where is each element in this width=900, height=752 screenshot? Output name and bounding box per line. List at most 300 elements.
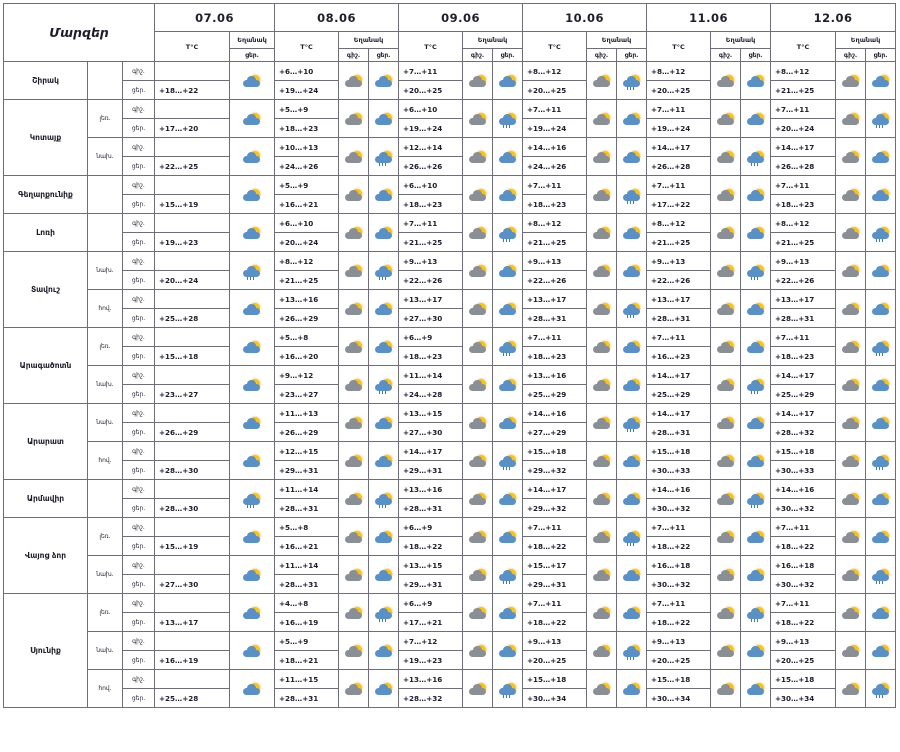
time-of-day: ցեր. bbox=[123, 499, 155, 518]
cloud-icon bbox=[467, 340, 489, 356]
weather-day-cell bbox=[866, 290, 896, 328]
header-row-dates bbox=[4, 4, 896, 32]
weather-day-cell bbox=[493, 404, 523, 442]
time-of-day: ցեր. bbox=[123, 575, 155, 594]
weather-day-cell bbox=[617, 100, 647, 138]
weather-day-cell bbox=[493, 328, 523, 366]
sun-cloud-icon bbox=[497, 378, 519, 394]
cloud-icon bbox=[715, 682, 737, 698]
sun-cloud-icon bbox=[745, 682, 767, 698]
temperature-cell: +19…+23 bbox=[155, 233, 230, 252]
cloud-icon bbox=[343, 682, 365, 698]
sun-cloud-icon bbox=[621, 340, 643, 356]
temperature-cell: +7…+11 bbox=[647, 328, 711, 347]
cloud-icon bbox=[715, 568, 737, 584]
time-of-day: ցեր. bbox=[123, 309, 155, 328]
forecast-table bbox=[3, 3, 896, 708]
table-row bbox=[4, 328, 896, 347]
time-of-day: գիշ. bbox=[123, 594, 155, 613]
table-row bbox=[4, 290, 896, 309]
cloud-icon bbox=[715, 492, 737, 508]
weather-night-cell bbox=[587, 138, 617, 176]
weather-day-cell bbox=[866, 176, 896, 214]
weather-day-cell bbox=[866, 100, 896, 138]
weather-night-cell bbox=[463, 480, 493, 518]
temp-column-header: T°C bbox=[523, 32, 587, 62]
time-of-day: գիշ. bbox=[123, 214, 155, 233]
temperature-cell: +17…+20 bbox=[155, 119, 230, 138]
weather-night-cell bbox=[463, 176, 493, 214]
temperature-cell: +20…+24 bbox=[275, 233, 339, 252]
weather-day-cell bbox=[741, 632, 771, 670]
temperature-cell: +7…+11 bbox=[523, 594, 587, 613]
temperature-cell: +20…+25 bbox=[399, 81, 463, 100]
sun-cloud-icon bbox=[745, 188, 767, 204]
temperature-cell: +19…+23 bbox=[399, 651, 463, 670]
time-of-day: գիշ. bbox=[123, 328, 155, 347]
weather-night-cell bbox=[836, 556, 866, 594]
temperature-cell: +25…+29 bbox=[771, 385, 836, 404]
date-header: 09.06 bbox=[399, 4, 523, 32]
region-name: Գեղարքունիք bbox=[4, 176, 88, 214]
weather-night-cell bbox=[711, 138, 741, 176]
temperature-cell: +26…+29 bbox=[275, 423, 339, 442]
cloud-icon bbox=[591, 74, 613, 90]
temperature-cell: +29…+31 bbox=[399, 461, 463, 480]
cloud-icon bbox=[343, 416, 365, 432]
night-column-header: գիշ. bbox=[587, 49, 617, 62]
temperature-cell bbox=[155, 404, 230, 423]
temperature-cell bbox=[155, 176, 230, 195]
sun-cloud-icon bbox=[497, 530, 519, 546]
temperature-cell: +20…+24 bbox=[155, 271, 230, 290]
weather-night-cell bbox=[836, 176, 866, 214]
temperature-cell: +5…+9 bbox=[275, 632, 339, 651]
cloud-icon bbox=[467, 264, 489, 280]
sun-cloud-icon bbox=[745, 416, 767, 432]
table-row bbox=[4, 138, 896, 157]
temperature-cell: +7…+11 bbox=[523, 176, 587, 195]
rain-icon bbox=[745, 492, 767, 508]
weather-night-cell bbox=[587, 366, 617, 404]
weather-day-cell bbox=[369, 480, 399, 518]
date-header: 08.06 bbox=[275, 4, 399, 32]
sun-cloud-icon bbox=[497, 188, 519, 204]
weather-day-cell bbox=[866, 442, 896, 480]
temperature-cell bbox=[155, 366, 230, 385]
temperature-cell: +18…+23 bbox=[771, 195, 836, 214]
rain-icon bbox=[870, 454, 892, 470]
temperature-cell: +18…+23 bbox=[399, 195, 463, 214]
weather-day-cell bbox=[493, 366, 523, 404]
temperature-cell: +28…+30 bbox=[155, 499, 230, 518]
weather-day-cell bbox=[741, 290, 771, 328]
table-row bbox=[4, 480, 896, 499]
zone-name: լեռ. bbox=[88, 100, 123, 138]
temperature-cell: +28…+31 bbox=[275, 499, 339, 518]
cloud-icon bbox=[467, 112, 489, 128]
temperature-cell: +16…+21 bbox=[275, 195, 339, 214]
cloud-icon bbox=[343, 302, 365, 318]
weather-day-cell bbox=[230, 556, 275, 594]
sun-cloud-icon bbox=[373, 530, 395, 546]
weather-day-cell bbox=[369, 176, 399, 214]
temperature-cell: +6…+10 bbox=[275, 214, 339, 233]
weather-day-cell bbox=[741, 670, 771, 708]
night-column-header: գիշ. bbox=[339, 49, 369, 62]
weather-day-cell bbox=[230, 518, 275, 556]
temperature-cell: +18…+23 bbox=[771, 347, 836, 366]
weather-night-cell bbox=[463, 594, 493, 632]
temperature-cell: +5…+9 bbox=[275, 100, 339, 119]
temperature-cell: +6…+10 bbox=[275, 62, 339, 81]
weather-day-cell bbox=[866, 518, 896, 556]
forecast-table-wrapper bbox=[3, 3, 895, 708]
weather-day-cell bbox=[230, 404, 275, 442]
time-of-day: գիշ. bbox=[123, 366, 155, 385]
temperature-cell: +8…+12 bbox=[771, 62, 836, 81]
weather-night-cell bbox=[339, 404, 369, 442]
zone-name: լեռ. bbox=[88, 594, 123, 632]
sun-cloud-icon bbox=[621, 264, 643, 280]
weather-night-cell bbox=[463, 404, 493, 442]
sun-cloud-icon bbox=[373, 112, 395, 128]
temperature-cell: +9…+13 bbox=[523, 632, 587, 651]
cloud-icon bbox=[343, 568, 365, 584]
cloud-icon bbox=[840, 302, 862, 318]
region-name: Շիրակ bbox=[4, 62, 88, 100]
sun-cloud-icon bbox=[241, 74, 263, 90]
sun-cloud-icon bbox=[241, 416, 263, 432]
weather-day-cell bbox=[741, 62, 771, 100]
temperature-cell: +30…+32 bbox=[771, 575, 836, 594]
temperature-cell: +6…+9 bbox=[399, 594, 463, 613]
weather-night-cell bbox=[711, 328, 741, 366]
cloud-icon bbox=[467, 644, 489, 660]
zone-name: լեռ. bbox=[88, 328, 123, 366]
temperature-cell: +15…+19 bbox=[155, 195, 230, 214]
rain-icon bbox=[621, 530, 643, 546]
weather-night-cell bbox=[836, 404, 866, 442]
sun-cloud-icon bbox=[241, 150, 263, 166]
cloud-icon bbox=[715, 530, 737, 546]
sun-cloud-icon bbox=[373, 644, 395, 660]
weather-day-cell bbox=[741, 252, 771, 290]
weather-night-cell bbox=[711, 480, 741, 518]
zone-name: հով. bbox=[88, 670, 123, 708]
temperature-cell: +25…+28 bbox=[155, 309, 230, 328]
sun-cloud-icon bbox=[241, 644, 263, 660]
rain-icon bbox=[241, 492, 263, 508]
temperature-cell: +16…+20 bbox=[275, 347, 339, 366]
day-column-header: ցեր. bbox=[493, 49, 523, 62]
temperature-cell: +22…+26 bbox=[399, 271, 463, 290]
time-of-day: ցեր. bbox=[123, 613, 155, 632]
cloud-icon bbox=[840, 340, 862, 356]
temperature-cell bbox=[155, 100, 230, 119]
temperature-cell: +13…+16 bbox=[275, 290, 339, 309]
temperature-cell: +24…+26 bbox=[275, 157, 339, 176]
weather-day-cell bbox=[866, 366, 896, 404]
weather-column-header: Եղանակ bbox=[463, 32, 523, 49]
temperature-cell bbox=[155, 252, 230, 271]
weather-night-cell bbox=[587, 556, 617, 594]
weather-day-cell bbox=[617, 556, 647, 594]
temperature-cell: +26…+28 bbox=[647, 157, 711, 176]
cloud-icon bbox=[343, 378, 365, 394]
region-name: Արագածոտն bbox=[4, 328, 88, 404]
temperature-cell: +25…+29 bbox=[523, 385, 587, 404]
temperature-cell: +8…+12 bbox=[647, 62, 711, 81]
temperature-cell: +13…+15 bbox=[399, 404, 463, 423]
temperature-cell: +20…+25 bbox=[647, 651, 711, 670]
cloud-icon bbox=[467, 682, 489, 698]
temperature-cell: +5…+8 bbox=[275, 328, 339, 347]
weather-day-cell bbox=[230, 632, 275, 670]
sun-cloud-icon bbox=[497, 416, 519, 432]
temperature-cell: +21…+25 bbox=[647, 233, 711, 252]
weather-night-cell bbox=[463, 442, 493, 480]
sun-cloud-icon bbox=[241, 112, 263, 128]
time-of-day: գիշ. bbox=[123, 290, 155, 309]
temperature-cell: +28…+31 bbox=[275, 689, 339, 708]
weather-day-cell bbox=[741, 442, 771, 480]
rain-icon bbox=[497, 682, 519, 698]
day-column-header: ցեր. bbox=[617, 49, 647, 62]
cloud-icon bbox=[467, 226, 489, 242]
temperature-cell: +21…+25 bbox=[523, 233, 587, 252]
weather-day-cell bbox=[741, 594, 771, 632]
temperature-cell: +18…+22 bbox=[523, 537, 587, 556]
temperature-cell: +11…+15 bbox=[275, 670, 339, 689]
time-of-day: ցեր. bbox=[123, 423, 155, 442]
weather-day-cell bbox=[741, 214, 771, 252]
time-of-day: ցեր. bbox=[123, 233, 155, 252]
time-of-day: ցեր. bbox=[123, 461, 155, 480]
temperature-cell: +7…+11 bbox=[523, 518, 587, 537]
zone-name bbox=[88, 480, 123, 518]
sun-cloud-icon bbox=[745, 530, 767, 546]
rain-icon bbox=[870, 340, 892, 356]
weather-night-cell bbox=[339, 290, 369, 328]
weather-day-cell bbox=[617, 62, 647, 100]
sun-cloud-icon bbox=[621, 568, 643, 584]
weather-night-cell bbox=[463, 252, 493, 290]
time-of-day: գիշ. bbox=[123, 670, 155, 689]
sun-cloud-icon bbox=[241, 378, 263, 394]
weather-day-cell bbox=[369, 138, 399, 176]
temperature-cell: +12…+15 bbox=[275, 442, 339, 461]
weather-night-cell bbox=[587, 670, 617, 708]
cloud-icon bbox=[343, 150, 365, 166]
weather-day-cell bbox=[617, 290, 647, 328]
temperature-cell: +13…+17 bbox=[155, 613, 230, 632]
weather-day-cell bbox=[866, 480, 896, 518]
weather-night-cell bbox=[463, 556, 493, 594]
weather-night-cell bbox=[836, 670, 866, 708]
day-column-header: ցեր. bbox=[741, 49, 771, 62]
temperature-cell: +24…+28 bbox=[399, 385, 463, 404]
temperature-cell: +7…+11 bbox=[647, 594, 711, 613]
weather-day-cell bbox=[230, 214, 275, 252]
weather-column-header: Եղանակ bbox=[836, 32, 896, 49]
weather-day-cell bbox=[369, 214, 399, 252]
cloud-icon bbox=[343, 454, 365, 470]
temperature-cell: +30…+34 bbox=[647, 689, 711, 708]
temperature-cell: +23…+27 bbox=[275, 385, 339, 404]
cloud-icon bbox=[840, 530, 862, 546]
weather-night-cell bbox=[463, 290, 493, 328]
temperature-cell: +9…+13 bbox=[523, 252, 587, 271]
weather-night-cell bbox=[711, 252, 741, 290]
temperature-cell: +16…+23 bbox=[647, 347, 711, 366]
time-of-day: ցեր. bbox=[123, 81, 155, 100]
temperature-cell: +21…+25 bbox=[399, 233, 463, 252]
sun-cloud-icon bbox=[621, 454, 643, 470]
cloud-icon bbox=[591, 150, 613, 166]
cloud-icon bbox=[343, 226, 365, 242]
temperature-cell: +27…+30 bbox=[399, 309, 463, 328]
cloud-icon bbox=[840, 112, 862, 128]
weather-day-cell bbox=[230, 252, 275, 290]
zone-name: լեռ. bbox=[88, 518, 123, 556]
temperature-cell: +19…+24 bbox=[399, 119, 463, 138]
sun-cloud-icon bbox=[870, 606, 892, 622]
temperature-cell: +28…+31 bbox=[647, 309, 711, 328]
cloud-icon bbox=[591, 682, 613, 698]
temperature-cell: +18…+22 bbox=[523, 613, 587, 632]
cloud-icon bbox=[715, 416, 737, 432]
weather-day-cell bbox=[230, 100, 275, 138]
sun-cloud-icon bbox=[373, 568, 395, 584]
sun-cloud-icon bbox=[241, 568, 263, 584]
temperature-cell: +7…+11 bbox=[647, 176, 711, 195]
cloud-icon bbox=[467, 530, 489, 546]
temperature-cell: +8…+12 bbox=[523, 62, 587, 81]
rain-icon bbox=[621, 302, 643, 318]
temperature-cell bbox=[155, 556, 230, 575]
cloud-icon bbox=[467, 454, 489, 470]
weather-night-cell bbox=[836, 594, 866, 632]
rain-icon bbox=[373, 264, 395, 280]
weather-day-cell bbox=[369, 290, 399, 328]
temperature-cell: +28…+31 bbox=[771, 309, 836, 328]
cloud-icon bbox=[467, 150, 489, 166]
time-of-day: ցեր. bbox=[123, 651, 155, 670]
temperature-cell: +7…+11 bbox=[523, 328, 587, 347]
weather-day-cell bbox=[493, 62, 523, 100]
zone-name bbox=[88, 176, 123, 214]
table-row bbox=[4, 366, 896, 385]
table-row bbox=[4, 632, 896, 651]
sun-cloud-icon bbox=[745, 226, 767, 242]
sun-cloud-icon bbox=[497, 264, 519, 280]
time-of-day: ցեր. bbox=[123, 157, 155, 176]
zone-name bbox=[88, 62, 123, 100]
zone-name: նախ. bbox=[88, 556, 123, 594]
temperature-cell: +21…+25 bbox=[275, 271, 339, 290]
rain-icon bbox=[373, 378, 395, 394]
weather-day-cell bbox=[230, 290, 275, 328]
temperature-cell: +14…+17 bbox=[647, 404, 711, 423]
day-column-header: ցեր. bbox=[230, 49, 275, 62]
zone-name: նախ. bbox=[88, 366, 123, 404]
sun-cloud-icon bbox=[373, 74, 395, 90]
weather-column-header: Եղանակ bbox=[711, 32, 771, 49]
weather-night-cell bbox=[339, 138, 369, 176]
temperature-cell: +6…+10 bbox=[399, 176, 463, 195]
weather-day-cell bbox=[369, 404, 399, 442]
temperature-cell: +16…+19 bbox=[275, 613, 339, 632]
temperature-cell: +7…+11 bbox=[523, 100, 587, 119]
weather-day-cell bbox=[493, 670, 523, 708]
cloud-icon bbox=[715, 264, 737, 280]
cloud-icon bbox=[715, 188, 737, 204]
weather-night-cell bbox=[711, 404, 741, 442]
weather-column-header: Եղանակ bbox=[230, 32, 275, 49]
rain-icon bbox=[373, 606, 395, 622]
weather-night-cell bbox=[463, 138, 493, 176]
weather-day-cell bbox=[369, 442, 399, 480]
temperature-cell: +14…+17 bbox=[647, 366, 711, 385]
temperature-cell: +29…+32 bbox=[523, 461, 587, 480]
rain-icon bbox=[745, 264, 767, 280]
table-row bbox=[4, 214, 896, 233]
weather-day-cell bbox=[741, 404, 771, 442]
cloud-icon bbox=[840, 492, 862, 508]
temperature-cell: +27…+30 bbox=[155, 575, 230, 594]
zone-name: նախ. bbox=[88, 138, 123, 176]
rain-icon bbox=[870, 112, 892, 128]
temperature-cell: +5…+9 bbox=[275, 176, 339, 195]
cloud-icon bbox=[343, 188, 365, 204]
temperature-cell: +18…+22 bbox=[155, 81, 230, 100]
table-row bbox=[4, 100, 896, 119]
sun-cloud-icon bbox=[745, 302, 767, 318]
temperature-cell: +30…+34 bbox=[523, 689, 587, 708]
day-column-header: ցեր. bbox=[866, 49, 896, 62]
cloud-icon bbox=[591, 302, 613, 318]
weather-day-cell bbox=[866, 214, 896, 252]
weather-day-cell bbox=[617, 404, 647, 442]
temperature-cell: +13…+17 bbox=[647, 290, 711, 309]
temperature-cell: +7…+11 bbox=[647, 100, 711, 119]
cloud-icon bbox=[715, 112, 737, 128]
weather-day-cell bbox=[230, 442, 275, 480]
cloud-icon bbox=[467, 606, 489, 622]
night-column-header: գիշ. bbox=[711, 49, 741, 62]
temperature-cell: +20…+25 bbox=[523, 81, 587, 100]
weather-night-cell bbox=[339, 632, 369, 670]
temperature-cell: +22…+26 bbox=[523, 271, 587, 290]
cloud-icon bbox=[467, 568, 489, 584]
date-header: 11.06 bbox=[647, 4, 771, 32]
rain-icon bbox=[621, 416, 643, 432]
weather-day-cell bbox=[617, 670, 647, 708]
sun-cloud-icon bbox=[241, 530, 263, 546]
rain-icon bbox=[745, 606, 767, 622]
time-of-day: ցեր. bbox=[123, 537, 155, 556]
weather-night-cell bbox=[711, 670, 741, 708]
cloud-icon bbox=[343, 492, 365, 508]
weather-night-cell bbox=[587, 214, 617, 252]
weather-day-cell bbox=[493, 176, 523, 214]
time-of-day: ցեր. bbox=[123, 119, 155, 138]
time-of-day: գիշ. bbox=[123, 62, 155, 81]
temperature-cell: +16…+18 bbox=[771, 556, 836, 575]
weather-night-cell bbox=[836, 100, 866, 138]
sun-cloud-icon bbox=[745, 340, 767, 356]
